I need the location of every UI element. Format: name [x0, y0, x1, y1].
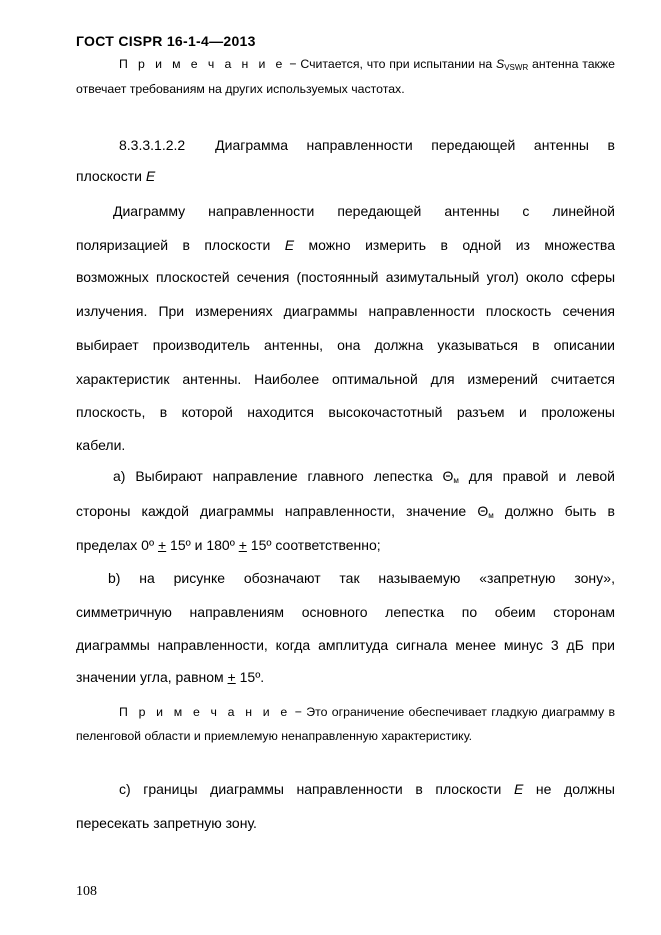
note-1-label: П р и м е ч а н и е [119, 57, 286, 71]
para-1-line-4: излучения. При измерениях диаграммы направленности плоскость сечения [76, 303, 615, 319]
section-number: 8.3.3.1.2.2 [119, 137, 186, 153]
section-title-line-1: Диаграмма направленности передающей антенны в [215, 137, 615, 153]
para-1-line-2: поляризацией в плоскости E можно измерить в одной из множества [76, 237, 616, 253]
page-number: 108 [76, 884, 97, 899]
note-2-label: П р и м е ч а н и е [119, 705, 291, 719]
para-1-line-1: Диаграмму направленности передающей антенны с линейной [113, 203, 615, 219]
item-c-line-2: пересекать запретную зону. [76, 815, 257, 831]
item-c-line-1: с) границы диаграммы направленности в плоскости E не должны [119, 781, 615, 797]
note-2-line-1: П р и м е ч а н и е − Это ограничение обеспечивает гладкую диаграмму в [119, 705, 615, 719]
para-1-line-6: характеристик антенны. Наиболее оптимальной для измерений считается [76, 371, 615, 387]
item-a-line-2: стороны каждой диаграммы направленности, значение $\Theta_м$ должно быть в [76, 503, 615, 520]
section-title-line-2: плоскости E [76, 168, 156, 184]
note-2-line-2: пеленговой области и приемлемую ненаправленную характеристику. [76, 729, 473, 743]
note-1-line-1: П р и м е ч а н и е − Считается, что при испытании на $S_{VSWR}$ антенна также [119, 57, 615, 72]
item-b-line-2: симметричную направлениям основного лепестка по обеим сторонам [76, 604, 615, 620]
document-header: ГОСТ CISPR 16-1-4—2013 [76, 33, 256, 49]
para-1-line-8: кабели. [76, 437, 126, 453]
section-heading [119, 137, 615, 153]
item-b-line-1: b) на рисунке обозначают так называемую «запретную зону», [108, 570, 615, 586]
item-a-line-1: а) Выбирают направление главного лепестка $\Theta_м$ для правой и левой [113, 468, 616, 485]
para-1-line-7: плоскость, в которой находится высокочастотный разъем и проложены [76, 404, 615, 420]
para-1-line-5: выбирает производитель антенны, она должна указываться в описании [76, 337, 615, 353]
item-b-line-3: диаграммы направленности, когда амплитуда сигнала менее минус 3 дБ при [76, 637, 615, 653]
item-a-line-3: пределах 0º + 15º и 180º + 15º соответственно; [76, 537, 381, 553]
note-1-line-2: отвечает требованиям на других используемых частотах. [76, 82, 405, 96]
para-1-line-3: возможных плоскостей сечения (постоянный азимутальный угол) около сферы [76, 269, 615, 285]
item-b-line-4: значении угла, равном + 15º. [76, 669, 265, 685]
